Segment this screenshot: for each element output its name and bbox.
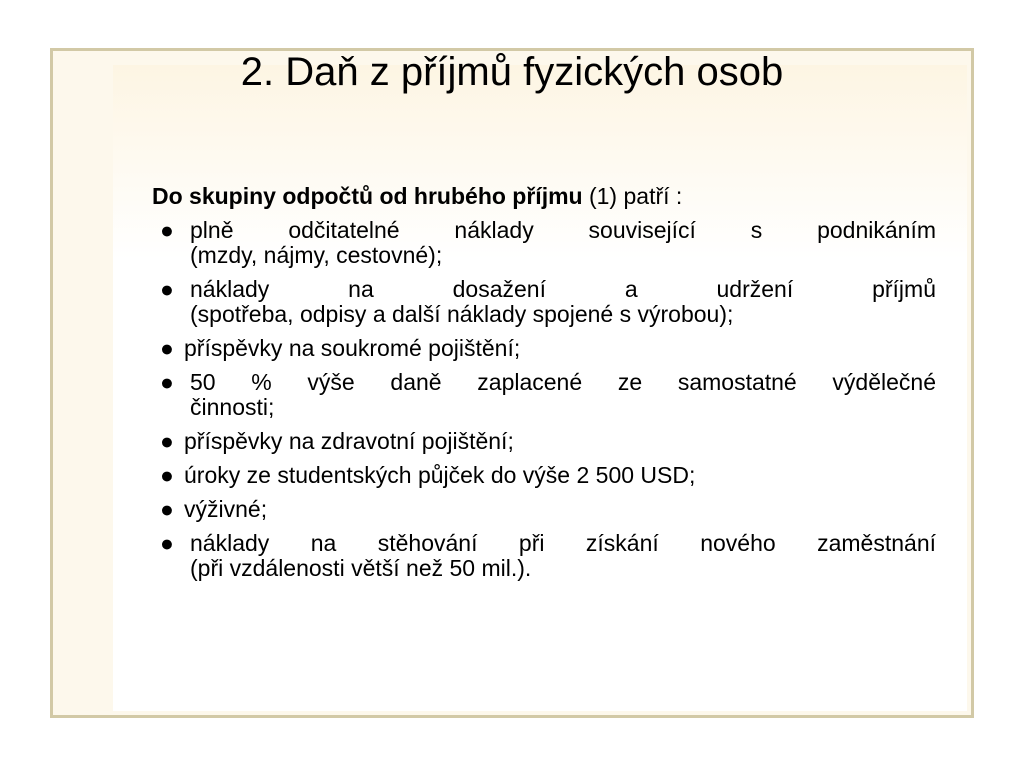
list-item — [152, 497, 936, 522]
bullet-icon: ● — [160, 428, 174, 454]
list-item — [152, 531, 936, 581]
bullet-icon: ● — [160, 462, 174, 488]
list-item — [152, 277, 936, 327]
list-item-text: 50 % výše daně zaplacené ze samostatné výdělečné — [190, 369, 936, 395]
bullet-icon: ● — [160, 335, 174, 361]
list-item-continuation: (spotřeba, odpisy a další náklady spojené s výrobou); — [190, 301, 734, 327]
list-item-text: úroky ze studentských půjček do výše 2 500 USD; — [184, 462, 696, 488]
list-item-text: příspěvky na soukromé pojištění; — [184, 335, 521, 361]
list-item-continuation: (mzdy, nájmy, cestovné); — [190, 242, 443, 268]
slide-content — [152, 184, 936, 590]
intro-text — [152, 184, 936, 209]
list-item-text: příspěvky na zdravotní pojištění; — [184, 428, 514, 454]
list-item-text: plně odčitatelné náklady související s podnikáním — [190, 217, 936, 243]
bullet-icon: ● — [160, 276, 174, 302]
intro-rest: (1) patří : — [582, 183, 683, 209]
bullet-icon: ● — [160, 530, 174, 556]
list-item — [152, 218, 936, 268]
slide-title: 2. Daň z příjmů fyzických osob — [240, 50, 784, 94]
intro-bold: Do skupiny odpočtů od hrubého příjmu — [152, 183, 583, 209]
list-item — [152, 370, 936, 420]
bullet-icon: ● — [160, 217, 174, 243]
list-item — [152, 429, 936, 454]
list-item — [152, 463, 936, 488]
list-item-continuation: činnosti; — [190, 394, 275, 420]
list-item-text: výživné; — [184, 496, 268, 522]
list-item — [152, 336, 936, 361]
list-item-text: náklady na dosažení a udržení příjmů — [190, 276, 936, 302]
list-item-continuation: (při vzdálenosti větší než 50 mil.). — [190, 555, 532, 581]
list-item-text: náklady na stěhování při získání nového zaměstnání — [190, 530, 936, 556]
bullet-icon: ● — [160, 369, 174, 395]
bullet-icon: ● — [160, 496, 174, 522]
deduction-list — [152, 218, 936, 581]
